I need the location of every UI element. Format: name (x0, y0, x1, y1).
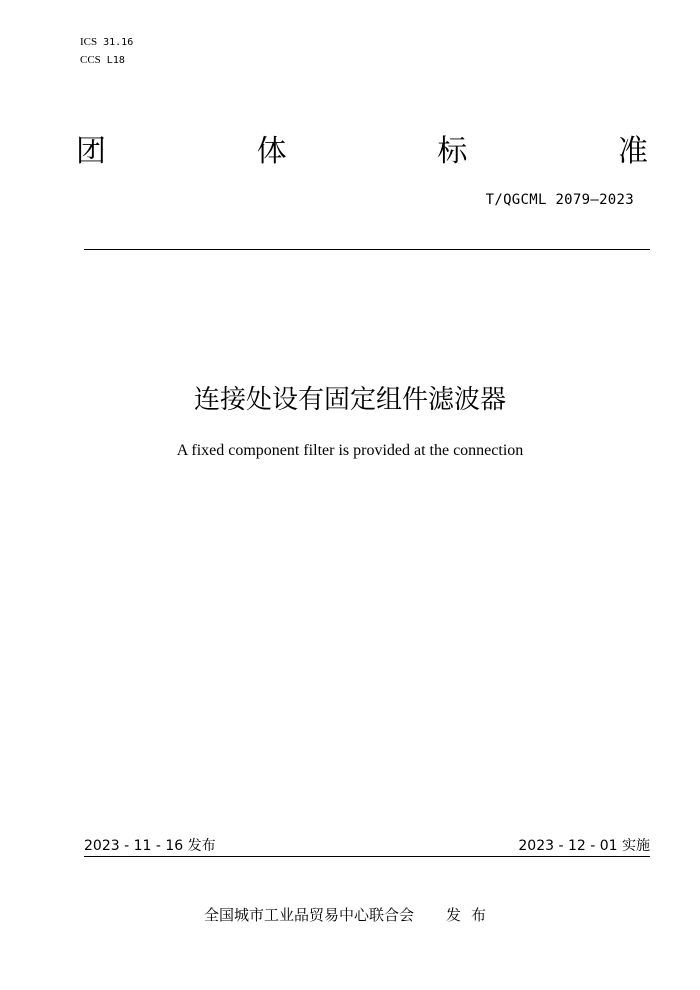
standard-type-heading (76, 132, 648, 172)
heading-char-4: 准 (617, 134, 648, 169)
heading-char-1: 团 (76, 134, 106, 169)
implementation-date: 2023 - 12 - 01 实施 (518, 838, 650, 854)
publisher-organization: 全国城市工业品贸易中心联合会 (203, 906, 414, 924)
issue-date: 2023 - 11 - 16 发布 (84, 838, 216, 854)
ccs-classification (80, 52, 125, 69)
heading-char-3: 标 (437, 134, 468, 169)
ics-classification (80, 34, 133, 51)
ics-label: ICS (80, 36, 98, 48)
document-title-english: A fixed component filter is provided at the connection (176, 442, 524, 459)
standard-number: T/QGCML 2079—2023 (485, 192, 634, 208)
footer-divider (84, 856, 650, 857)
publish-action: 发布 (446, 906, 497, 924)
publisher-line (0, 904, 700, 925)
header-divider (84, 249, 650, 250)
document-title-chinese: 连接处设有固定组件滤波器 (193, 385, 506, 415)
ccs-label: CCS (80, 54, 101, 66)
ccs-code: L18 (106, 55, 125, 66)
ics-code: 31.16 (103, 37, 134, 48)
heading-char-2: 体 (256, 134, 287, 169)
